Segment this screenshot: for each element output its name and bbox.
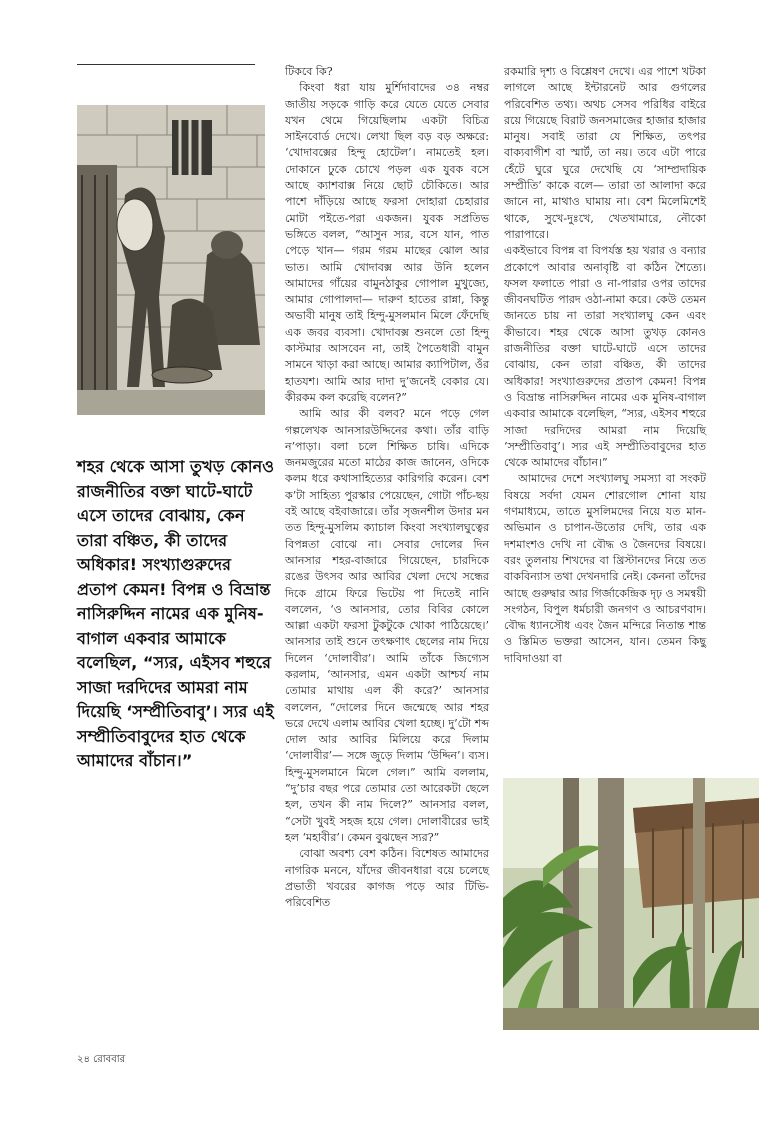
paragraph: কিংবা ধরা যায় মুর্শিদাবাদের ৩৪ নম্বর জাতীয় সড়কে গাড়ি করে যেতে যেতে সেবার যখন থেমে গিয়েছিলাম একটা বিচিত্র সাইনবোর্ড দেখে। লেখা ছিল বড় বড় অক্ষরে: ‘খোদাবক্সের হিন্দু হোটেল’। নামতেই হল। দোকানে ঢুকে চোখে পড়ল এক যুবক বসে আছে ক্যাশবাক্স নিয়ে ছোট চৌকিতে। আর পাশে দাঁড়িয়ে আছে ফরসা দোহারা চেহারার মোটা পইতে-পরা একজন। যুবক সপ্রতিভ ভঙ্গিতে বলল, “আসুন স্যর, বসে যান, পাত পেড়ে খান— গরম গরম মাছের ঝোল আর ভাত। আমি খোদাবক্স আর উনি হলেন আমাদের গাঁয়ের বামুনঠাকুর গোপাল মুখুজ্যে, আমার গোপালদা— দারুণ হাতের রান্না, কিন্তু অভাবী মানুষ তাই হিন্দু-মুসলমান মিলে ফেঁদেছি এক জবর ব্যবসা। খোদাবক্স শুনলে তো হিন্দু কাস্টমার আসবেন না, তাই পৈতেধারী বামুন সামনে খাড়া করা আছে। আমার ক্যাপিটাল, ওঁর হাতযশ। আমি আর দাদা দু’জনেই বেকার যে। কীরকম কল করেছি বলেন?” xyxy=(285,81,489,404)
paragraph: আমাদের দেশে সংখ্যালঘু সমস্যা বা সংকট বিষয়ে সর্বদা যেমন শোরগোল শোনা যায় গণমাধ্যমে, তাতে মুসলিমদের নিয়ে যত মান-অভিমান ও চাপান-উতোর দেখি, তার এক দশমাংশও দেখি না বৌদ্ধ ও জৈনদের বিষয়ে। বরং তুলনায় শিখদের বা খ্রিস্টানদের নিয়ে তত বাকবিন্যাস তথা দেখনদারি নেই। কেননা তাঁদের আছে গুরুদ্বার আর গির্জাকেন্দ্রিক দৃঢ় ও সমন্বয়ী সংগঠন, বিপুল ধর্মচারী জনগণ ও আচরণবাদ। বৌদ্ধ ধ্যানসৌধ এবং জৈন মন্দিরে নিতান্ত শান্ত ও স্তিমিত ভক্তরা আসেন, যান। তেমন কিছু দাবিদাওয়া বা xyxy=(504,472,706,665)
village-photo xyxy=(503,778,759,1030)
pull-quote xyxy=(77,455,275,774)
top-rule xyxy=(77,64,255,65)
pull-quote-text: শহর থেকে আসা তুখড় কোনও রাজনীতির বক্তা ঘাটে-ঘাটে এসে তাদের বোঝায়, কেন তারা বঞ্চিত, কী তাদের অধিকার! সংখ্যাগুরুদের প্রতাপ কেমন! বিপন্ন ও বিভ্রান্ত নাসিরুদ্দিন নামের এক মুনিষ-বাগাল একবার আমাকে বলেছিল, “স্যর, এইসব শহুরে সাজা দরদিদের আমরা নাম দিয়েছি ‘সম্প্রীতিবাবু’। স্যর এই সম্প্রীতিবাবুদের হাত থেকে আমাদের বাঁচান।” xyxy=(77,457,275,770)
paragraph: আমি আর কী বলব? মনে পড়ে গেল গল্পলেখক আনসারউদ্দিনের কথা। তাঁর বাড়ি ন’পাড়া। বলা চলে শিক্ষিত চাষি। এদিকে জনমজুরের মতো মাঠের কাজ জানেন, ওদিকে কলম ধরে কথাসাহিত্যের কারিগরি করেন। বেশ ক’টা সাহিত্য পুরস্কার পেয়েছেন, গোটা পাঁচ-ছয় বই আছে বইবাজারে। তাঁর সৃজনশীল উদার মন তত হিন্দু-মুসলিম ক্যাচাল কিংবা সংখ্যালঘুত্বের বিপন্নতা বোঝে না। সেবার দোলের দিন আনসার শহর-বাজারে গিয়েছেন, চারদিকে রঙের উৎসব আর আবির খেলা দেখে সন্ধের দিকে গ্রামে ফিরে ভিটেয় পা দিতেই নানি বললেন, ‘ও আনসার, তোর বিবির কোলে আল্লা একটা ফরসা টুকটুকে খোকা পাঠিয়েছে।’ আনসার তাই শুনে তৎক্ষণাৎ ছেলের নাম দিয়ে দিলেন ‘দোলাবীর’। আমি তাঁকে জিগ্যেস করলাম, ‘আনসার, এমন একটা আশ্চর্য নাম তোমার মাথায় এল কী করে?’ আনসার বললেন, “দোলের দিনে জন্মেছে আর শহর ভরে দেখে এলাম আবির খেলা হচ্ছে। দু’টো শব্দ দোল আর আবির মিলিয়ে করে দিলাম ‘দোলাবীর’— সঙ্গে জুড়ে দিলাম ‘উদ্দিন’। ব্যস। হিন্দু-মুসলমানে মিলে গেল।” আমি বললাম, “দু’চার বছর পরে তোমার তো আরেকটা ছেলে হল, তখন কী নাম দিলে?” আনসার বলল, “সেটা খুবই সহজ হয়ে গেল। দোলাবীরের ভাই হল ‘মহাবীর’। কেমন বুঝছেন স্যর?” xyxy=(285,407,489,844)
paragraph: রকমারি দৃশ্য ও বিশ্লেষণ দেখে। এর পাশে খটকা লাগলে আছে ইন্টারনেট আর গুগলের পরিবেশিত তথ্য। অথচ সেসব পরিধির বাইরে রয়ে গিয়েছে বিরাট জনসমাজের হাজার হাজার মানুষ। সবাই তারা যে শিক্ষিত, তৎপর বাক্যবাগীশ বা স্মার্ট, তা নয়। তবে এটা পারে হেঁটে ঘুরে ঘুরে দেখেছি যে ‘সাম্প্রদায়িক সম্প্রীতি’ কাকে বলে— তারা তা আলাদা করে জানে না, মাথাও ঘামায় না। বেশ মিলেমিশেই থাকে, সুখে-দুঃখে, খেতখামারে, নৌকো পারাপারে। xyxy=(504,65,706,241)
article-column-3 xyxy=(504,64,706,667)
etching-illustration xyxy=(77,105,265,415)
paragraph: একইভাবে বিপন্ন বা বিপর্যস্ত হয় খরার ও বন্যার প্রকোপে আবার অনাবৃষ্টি বা কঠিন শৈত্যে। ফসল ফলাতে পারা ও না-পারার ওপর তাদের জীবনঘটিত পারদ ওঠা-নামা করে। কেউ তেমন জানতে চায় না তারা সংখ্যালঘু কেন এবং কীভাবে। শহর থেকে আসা তুখড় কোনও রাজনীতির বক্তা ঘাটে-ঘাটে এসে তাদের বোঝায়, কেন তারা বঞ্চিত, কী তাদের অধিকার! সংখ্যাগুরুদের প্রতাপ কেমন! বিপন্ন ও বিভ্রান্ত নাসিরুদ্দিন নামের এক মুনিষ-বাগাল একবার আমাকে বলেছিল, “স্যর, এইসব শহুরে সাজা দরদিদের আমরা নাম দিয়েছি ‘সম্প্রীতিবাবু’। স্যর এই সম্প্রীতিবাবুদের হাত থেকে আমাদের বাঁচান।” xyxy=(504,244,706,470)
page-folio: ২৪ রোববার xyxy=(77,1054,126,1065)
paragraph: টিকবে কি? xyxy=(285,65,333,78)
article-column-2 xyxy=(285,64,489,911)
paragraph: বোঝা অবশ্য বেশ কঠিন। বিশেষত আমাদের নাগরিক মননে, যাঁদের জীবনধারা বয়ে চলেছে প্রভাতী খবরের কাগজ পড়ে আর টিভি-পরিবেশিত xyxy=(285,847,489,910)
